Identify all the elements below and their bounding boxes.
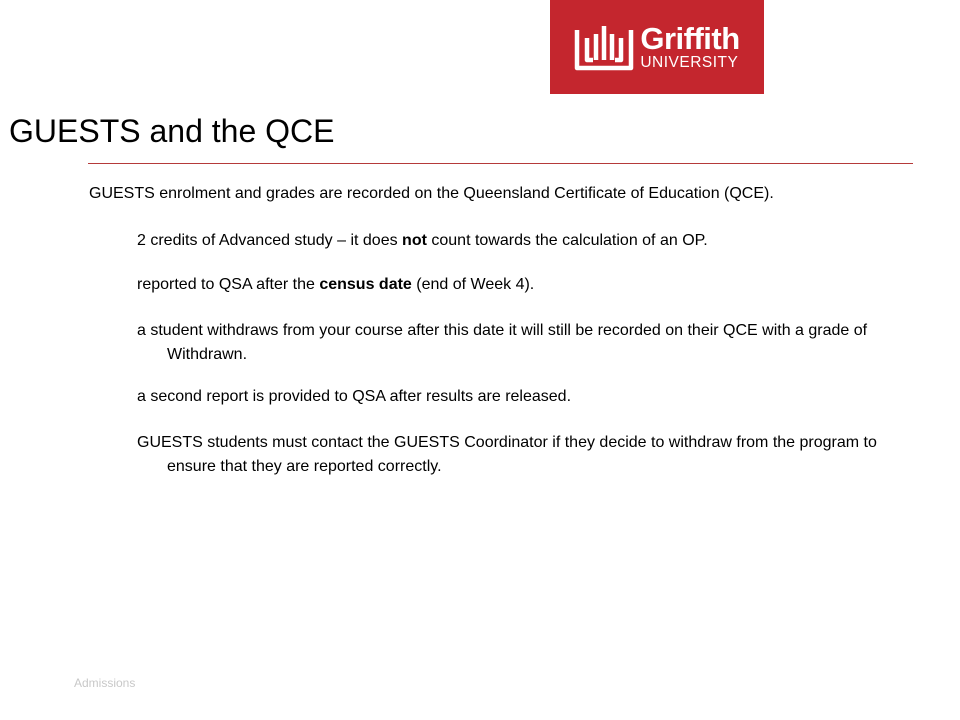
slide-title: GUESTS and the QCE: [9, 113, 335, 149]
point-credits-bold: not: [402, 232, 427, 249]
point-credits-after: count towards the calculation of an OP.: [426, 232, 708, 249]
point-census-bold: census date: [319, 276, 412, 293]
point-second-report: a second report is provided to QSA after results are released.: [137, 388, 572, 405]
point-census: [137, 273, 927, 297]
point-credits-before: 2 credits of Advanced study – it does: [137, 232, 403, 249]
point-census-before: reported to QSA after the: [137, 276, 320, 293]
intro-text: GUESTS enrolment and grades are recorded on the Queensland Certificate of Education (QCE).: [89, 185, 774, 202]
footer-label: Admissions: [74, 676, 136, 690]
logo-name: Griffith: [640, 21, 740, 57]
point-contact-coordinator: GUESTS students must contact the GUESTS Coordinator if they decide to withdraw from the program to ensure that they are reported correctly.: [137, 434, 877, 475]
point-census-after: (end of Week 4).: [411, 276, 535, 293]
point-withdraw: a student withdraws from your course after this date it will still be recorded on their QCE with a grade of Withdrawn.: [137, 322, 868, 363]
point-credits: [137, 229, 927, 253]
logo-sub: UNIVERSITY: [640, 54, 739, 72]
